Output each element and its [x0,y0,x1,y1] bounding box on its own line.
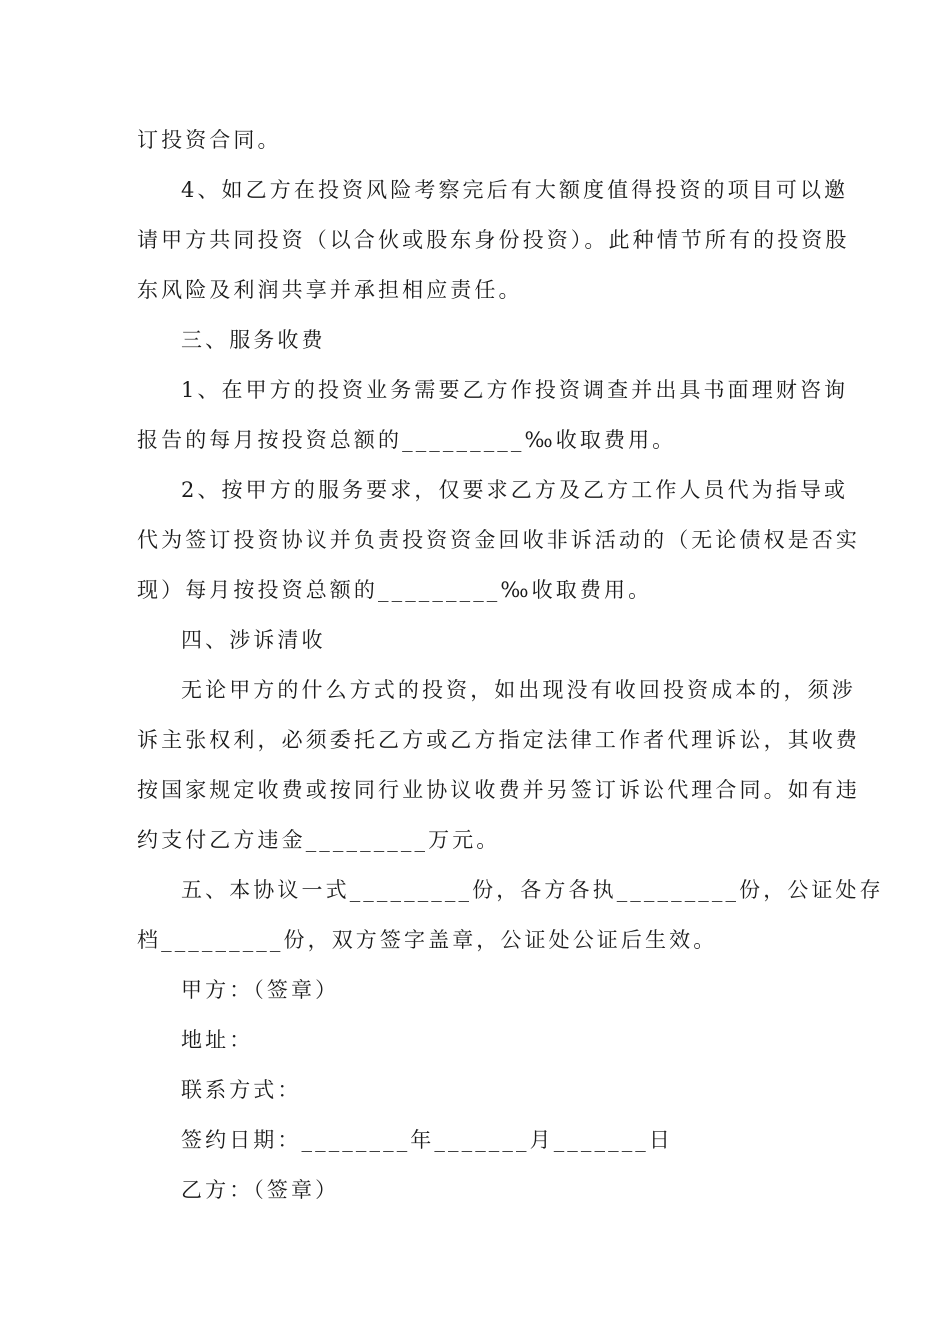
text-line: 4、如乙方在投资风险考察完后有大额度值得投资的项目可以邀 [181,178,849,202]
text-line: 报告的每月按投资总额的_________‰收取费用。 [137,428,677,452]
signing-date-label: 签约日期：________年_______月_______日 [181,1128,673,1152]
text-line: 约支付乙方违金_________万元。 [137,828,501,852]
text-line: 东风险及利润共享并承担相应责任。 [137,278,523,302]
party-b-signature-label: 乙方：（签章） [181,1178,340,1202]
address-label: 地址： [181,1028,254,1052]
section-heading: 四、涉诉清收 [181,628,326,652]
text-line: 五、本协议一式_________份，各方各执_________份，公证处存 [181,878,884,902]
text-line: 请甲方共同投资（以合伙或股东身份投资）。此种情节所有的投资股 [137,228,850,252]
party-a-signature-label: 甲方：（签章） [181,978,340,1002]
text-line: 诉主张权利，必须委托乙方或乙方指定法律工作者代理诉讼，其收费 [137,728,860,752]
text-line: 订投资合同。 [137,128,282,152]
text-line: 代为签订投资协议并负责投资资金回收非诉活动的（无论债权是否实 [137,528,860,552]
contact-label: 联系方式： [181,1078,302,1102]
text-line: 无论甲方的什么方式的投资，如出现没有收回投资成本的，须涉 [181,678,856,702]
text-line: 现）每月按投资总额的_________‰收取费用。 [137,578,653,602]
text-line: 按国家规定收费或按同行业协议收费并另签订诉讼代理合同。如有违 [137,778,860,802]
text-line: 2、按甲方的服务要求，仅要求乙方及乙方工作人员代为指导或 [181,478,849,502]
section-heading: 三、服务收费 [181,328,326,352]
text-line: 档_________份，双方签字盖章，公证处公证后生效。 [137,928,718,952]
text-line: 1、在甲方的投资业务需要乙方作投资调查并出具书面理财咨询 [181,378,849,402]
